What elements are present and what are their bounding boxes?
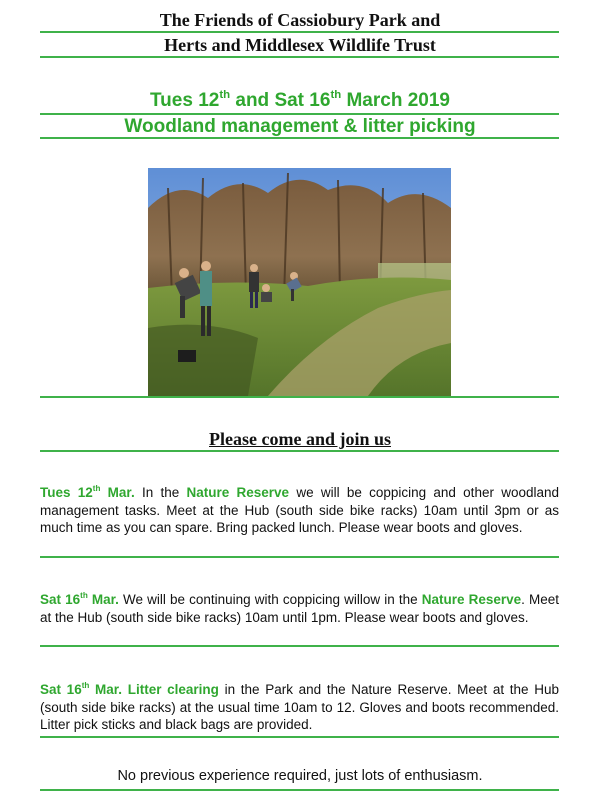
volunteers-woodland-photo: [148, 168, 451, 396]
divider-rule: [40, 31, 559, 33]
divider-rule: [40, 736, 559, 738]
session-tues-12: Tues 12th Mar. In the Nature Reserve we will be coppicing and other woodland management tasks. Meet at the Hub (south side bike racks) 10am until 3pm or as much time as you can spare. Bring packed lunch. Please wear boots and gloves.: [40, 483, 560, 535]
header-line-2: Herts and Middlesex Wildlife Trust: [164, 35, 436, 55]
divider-rule: [40, 396, 559, 398]
divider-rule: [40, 556, 559, 558]
session-sat-16-coppicing: Sat 16th Mar. We will be continuing with coppicing willow in the Nature Reserve. Meet at the Hub (south side bike racks) 10am until 1pm. Please wear boots and gloves.: [40, 590, 560, 625]
header-line-1: The Friends of Cassiobury Park and: [159, 10, 441, 30]
event-activity: Woodland management & litter picking: [124, 116, 476, 137]
session-sat-16-litter: Sat 16th Mar. Litter clearing in the Park and the Nature Reserve. Meet at the Hub (south side bike racks) at the usual time 10am to 12. Gloves and boots recommended. Litter pick sticks and black bags are provided.: [40, 680, 559, 732]
divider-rule: [40, 56, 559, 58]
divider-rule: [40, 645, 559, 647]
join-heading: Please come and join us: [209, 429, 391, 449]
divider-rule: [40, 137, 559, 139]
divider-rule: [40, 789, 559, 791]
footer-note: No previous experience required, just lots of enthusiasm.: [117, 768, 483, 784]
divider-rule: [40, 450, 559, 452]
event-dates: Tues 12th and Sat 16th March 2019: [149, 88, 450, 111]
